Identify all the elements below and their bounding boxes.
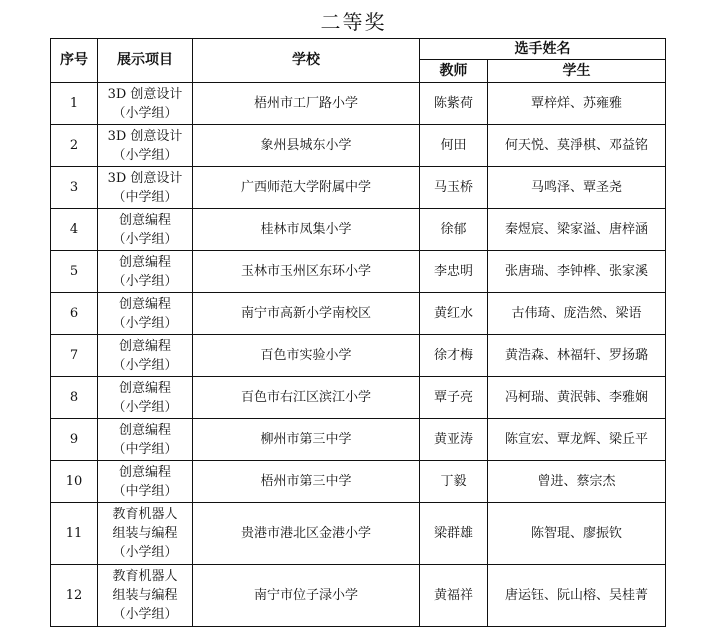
row-category: [98, 209, 193, 251]
row-category: [98, 565, 193, 627]
row-number: 12: [51, 565, 98, 627]
table-row: [51, 167, 666, 209]
row-students: 黄浩森、林福轩、罗扬璐: [488, 335, 666, 377]
category-line: 3D 创意设计: [107, 86, 183, 102]
table-row: [51, 503, 666, 565]
row-category: [98, 293, 193, 335]
row-students: 古伟琦、庞浩然、梁语: [488, 293, 666, 335]
category-line: （小学组）: [112, 607, 178, 622]
category-line: （小学组）: [112, 273, 178, 289]
row-number: 3: [51, 167, 98, 209]
row-category: [98, 251, 193, 293]
header-contestants: 选手姓名: [420, 39, 666, 60]
row-teacher: 黄红水: [420, 293, 488, 335]
row-school: 梧州市工厂路小学: [193, 83, 420, 125]
row-number: 4: [51, 209, 98, 251]
header-school: 学校: [193, 39, 420, 83]
table-row: [51, 461, 666, 503]
row-teacher: 何田: [420, 125, 488, 167]
page-title: 二等奖: [320, 10, 387, 34]
category-line: （中学组）: [112, 483, 178, 499]
row-school: 象州县城东小学: [193, 125, 420, 167]
category-line: （小学组）: [112, 545, 178, 560]
category-line: （小学组）: [112, 231, 178, 247]
category-line: 创意编程: [118, 254, 171, 270]
category-line: （小学组）: [112, 357, 178, 373]
row-teacher: 徐才梅: [420, 335, 488, 377]
table-row: [51, 83, 666, 125]
row-school: 南宁市高新小学南校区: [193, 293, 420, 335]
row-students: 唐运钰、阮山榕、吴桂菁: [488, 565, 666, 627]
row-students: 何天悦、莫淨棋、邓益铭: [488, 125, 666, 167]
row-category: [98, 83, 193, 125]
row-students: 冯柯瑞、黄泯韩、李雅娴: [488, 377, 666, 419]
row-category: [98, 335, 193, 377]
row-category: [98, 503, 193, 565]
category-line: （小学组）: [112, 315, 178, 331]
row-number: 8: [51, 377, 98, 419]
award-table: [50, 38, 666, 627]
row-students: 马鸣泽、覃圣尧: [488, 167, 666, 209]
table-body: [51, 83, 666, 627]
row-number: 6: [51, 293, 98, 335]
row-number: 7: [51, 335, 98, 377]
category-line: 创意编程: [118, 212, 171, 228]
category-line: 组装与编程: [112, 588, 178, 603]
category-line: （小学组）: [112, 147, 178, 163]
table-row: [51, 419, 666, 461]
row-students: 曾进、蔡宗杰: [488, 461, 666, 503]
header-student: 学生: [488, 60, 666, 83]
category-line: 创意编程: [118, 296, 171, 312]
row-school: 百色市实验小学: [193, 335, 420, 377]
table-row: [51, 251, 666, 293]
row-teacher: 陈紫荷: [420, 83, 488, 125]
row-teacher: 马玉桥: [420, 167, 488, 209]
header-category: 展示项目: [98, 39, 193, 83]
row-teacher: 黄亚涛: [420, 419, 488, 461]
row-school: 贵港市港北区金港小学: [193, 503, 420, 565]
row-school: 广西师范大学附属中学: [193, 167, 420, 209]
table-row: [51, 565, 666, 627]
row-category: [98, 377, 193, 419]
category-line: 创意编程: [118, 422, 171, 438]
row-category: [98, 461, 193, 503]
row-students: 覃梓烊、苏雍雅: [488, 83, 666, 125]
row-students: 陈智琨、廖振钦: [488, 503, 666, 565]
row-teacher: 黄福祥: [420, 565, 488, 627]
row-number: 10: [51, 461, 98, 503]
row-number: 5: [51, 251, 98, 293]
row-students: 张唐瑞、李钟桦、张家溪: [488, 251, 666, 293]
row-students: 陈宣宏、覃龙辉、梁丘平: [488, 419, 666, 461]
category-line: 创意编程: [118, 464, 171, 480]
table-row: [51, 209, 666, 251]
row-teacher: 丁毅: [420, 461, 488, 503]
row-students: 秦煜宸、梁家溢、唐梓涵: [488, 209, 666, 251]
category-line: （中学组）: [112, 441, 178, 457]
row-number: 2: [51, 125, 98, 167]
row-school: 柳州市第三中学: [193, 419, 420, 461]
row-teacher: 梁群雄: [420, 503, 488, 565]
category-line: 创意编程: [118, 380, 171, 396]
row-category: [98, 419, 193, 461]
category-line: 组装与编程: [112, 526, 178, 541]
table-row: [51, 293, 666, 335]
header-teacher: 教师: [420, 60, 488, 83]
category-line: 3D 创意设计: [107, 128, 183, 144]
table-row: [51, 335, 666, 377]
row-school: 梧州市第三中学: [193, 461, 420, 503]
row-teacher: 覃子亮: [420, 377, 488, 419]
row-number: 9: [51, 419, 98, 461]
row-category: [98, 125, 193, 167]
category-line: 教育机器人: [112, 569, 178, 584]
category-line: 3D 创意设计: [107, 170, 183, 186]
row-school: 玉林市玉州区东环小学: [193, 251, 420, 293]
category-line: 创意编程: [118, 338, 171, 354]
table-row: [51, 125, 666, 167]
row-school: 南宁市位子渌小学: [193, 565, 420, 627]
row-category: [98, 167, 193, 209]
row-school: 桂林市凤集小学: [193, 209, 420, 251]
row-teacher: 徐郁: [420, 209, 488, 251]
table-row: [51, 377, 666, 419]
category-line: 教育机器人: [112, 507, 178, 522]
row-number: 11: [51, 503, 98, 565]
category-line: （中学组）: [112, 189, 178, 205]
category-line: （小学组）: [112, 399, 178, 415]
row-teacher: 李忠明: [420, 251, 488, 293]
row-school: 百色市右江区滨江小学: [193, 377, 420, 419]
header-seq: 序号: [51, 39, 98, 83]
row-number: 1: [51, 83, 98, 125]
category-line: （小学组）: [112, 105, 178, 121]
